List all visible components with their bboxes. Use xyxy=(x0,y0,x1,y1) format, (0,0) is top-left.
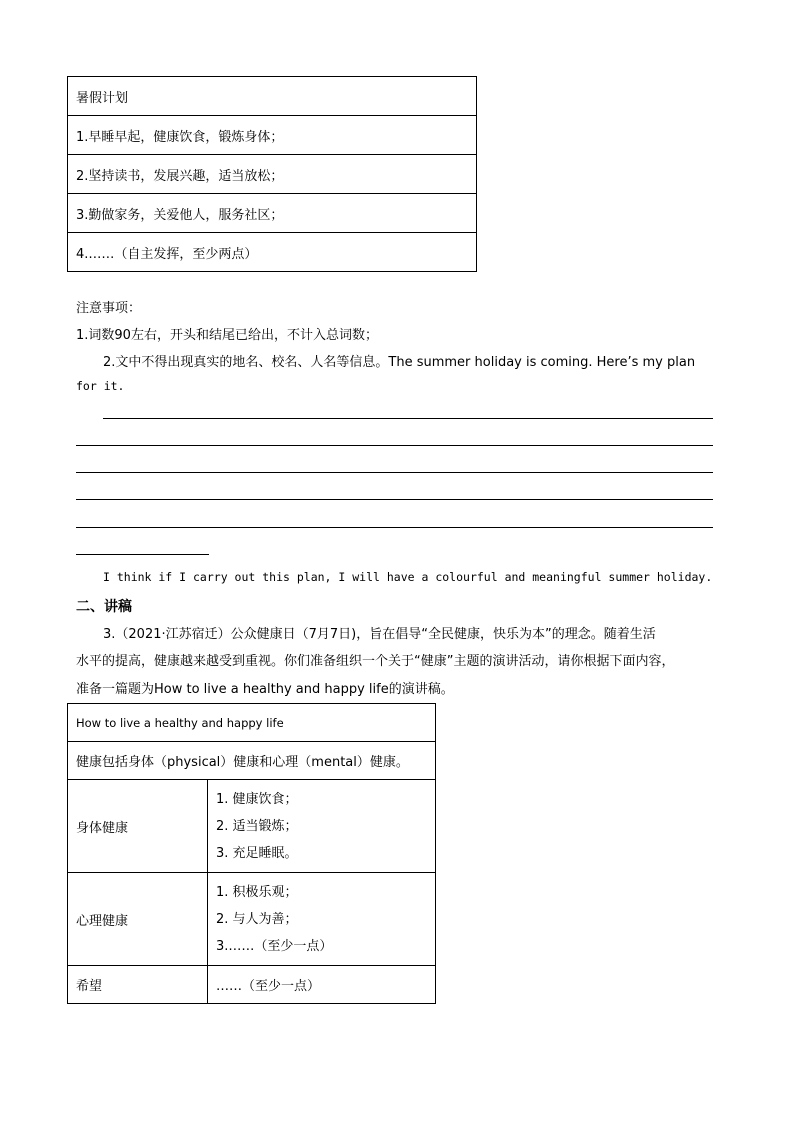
summer-plan-table xyxy=(67,76,477,272)
physical-item-1: 1. 健康饮食； xyxy=(216,791,298,807)
health-table-intro: 健康包括身体（physical）健康和心理（mental）健康。 xyxy=(68,742,436,780)
physical-item-3: 3. 充足睡眠。 xyxy=(216,845,298,861)
mental-health-items xyxy=(208,873,436,966)
hope-label: 希望 xyxy=(68,966,208,1004)
plan-item-4: 4.……（自主发挥，至少两点） xyxy=(68,233,477,272)
mental-item-2: 2. 与人为善； xyxy=(216,911,298,927)
writing-line-2 xyxy=(76,445,713,446)
physical-item-2: 2. 适当锻炼； xyxy=(216,818,298,834)
writing-line-5 xyxy=(76,527,713,528)
note-2-line-2: for it. xyxy=(76,379,125,393)
note-2-line-1: 2.文中不得出现真实的地名、校名、人名等信息。The summer holiday is coming. Here’s my plan xyxy=(103,355,696,370)
mental-item-1: 1. 积极乐观； xyxy=(216,884,298,900)
notes-heading: 注意事项： xyxy=(76,301,142,316)
physical-health-label: 身体健康 xyxy=(68,780,208,873)
hope-content: ……（至少一点） xyxy=(208,966,436,1004)
section-2-heading: 二、讲稿 xyxy=(76,599,132,615)
plan-table-title: 暑假计划 xyxy=(68,77,477,116)
plan-item-2: 2.坚持读书，发展兴趣，适当放松； xyxy=(68,155,477,194)
mental-health-label: 心理健康 xyxy=(68,873,208,966)
plan-item-1: 1.早睡早起，健康饮食，锻炼身体； xyxy=(68,116,477,155)
question-3-line-2: 水平的提高，健康越来越受到重视。你们准备组织一个关于“健康”主题的演讲活动，请你根据下面内容， xyxy=(76,654,675,669)
health-table xyxy=(67,703,436,1004)
question-3-line-3: 准备一篇题为How to live a healthy and happy life的演讲稿。 xyxy=(76,682,454,697)
note-1: 1.词数90左右，开头和结尾已给出，不计入总词数； xyxy=(76,328,378,343)
ending-sentence: I think if I carry out this plan, I will have a colourful and meaningful summer holiday. xyxy=(103,570,713,584)
question-3-line-1: 3.（2021·江苏宿迁）公众健康日（7月7日)，旨在倡导“全民健康，快乐为本”的理念。随着生活 xyxy=(103,627,656,642)
health-table-title: How to live a healthy and happy life xyxy=(68,704,436,742)
writing-line-1 xyxy=(103,418,713,419)
plan-item-3: 3.勤做家务，关爱他人，服务社区； xyxy=(68,194,477,233)
writing-line-4 xyxy=(76,499,713,500)
writing-line-6 xyxy=(76,554,209,555)
writing-line-3 xyxy=(76,472,713,473)
physical-health-items xyxy=(208,780,436,873)
mental-item-3: 3.……（至少一点） xyxy=(216,938,333,954)
